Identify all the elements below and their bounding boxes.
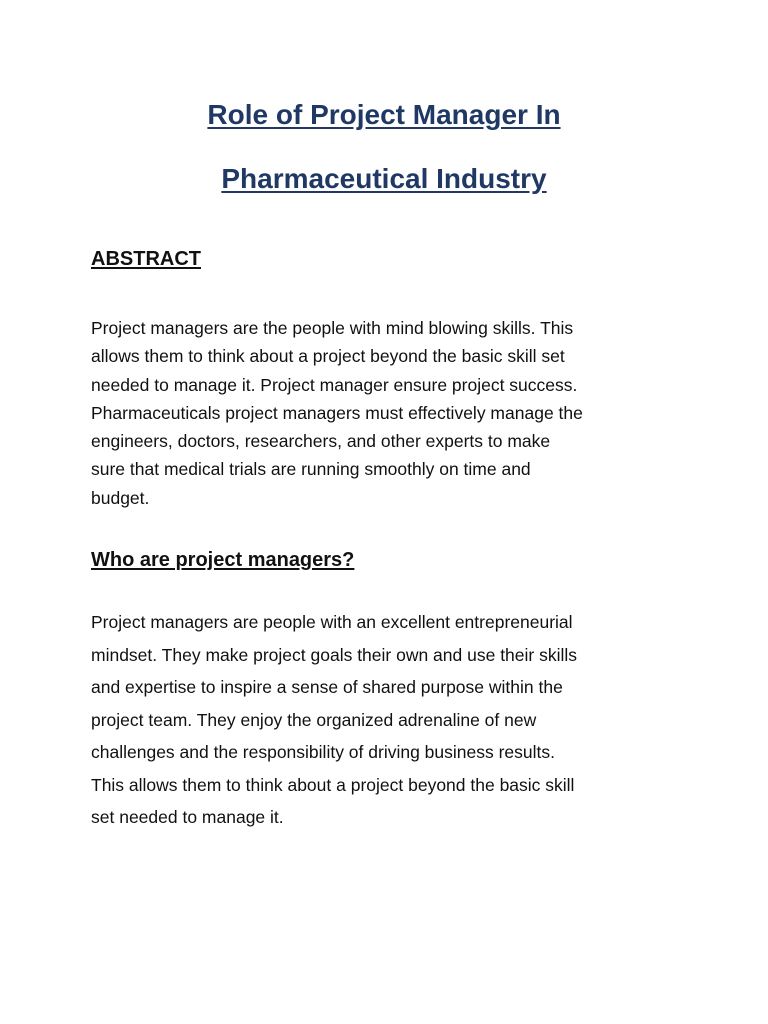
- abstract-line: sure that medical trials are running smoothly on time and: [91, 459, 531, 480]
- who-line: challenges and the responsibility of driving business results.: [91, 742, 556, 762]
- abstract-line: needed to manage it. Project manager ensure project success.: [91, 374, 578, 395]
- abstract-heading: ABSTRACT: [91, 248, 201, 270]
- abstract-line: engineers, doctors, researchers, and other experts to make: [91, 431, 551, 452]
- abstract-line: allows them to think about a project beyond the basic skill set: [91, 346, 565, 367]
- document-title-line-1: Role of Project Manager In: [207, 99, 561, 130]
- who-line: Project managers are people with an excellent entrepreneurial: [91, 612, 573, 632]
- abstract-paragraph: [91, 314, 691, 512]
- who-line: This allows them to think about a project beyond the basic skill: [91, 774, 575, 795]
- abstract-line: budget.: [91, 487, 150, 508]
- who-line: and expertise to inspire a sense of shared purpose within the: [91, 677, 563, 697]
- who-are-project-managers-paragraph: [91, 606, 691, 834]
- document-title-line-2: Pharmaceutical Industry: [221, 163, 547, 194]
- abstract-line: Pharmaceuticals project managers must effectively manage the: [91, 402, 583, 423]
- who-line: mindset. They make project goals their own and use their skills: [91, 644, 578, 665]
- abstract-line: Project managers are the people with mind blowing skills. This: [91, 318, 574, 338]
- who-line: project team. They enjoy the organized adrenaline of new: [91, 709, 537, 730]
- who-line: set needed to manage it.: [91, 807, 284, 827]
- who-are-project-managers-heading: Who are project managers?: [91, 549, 355, 571]
